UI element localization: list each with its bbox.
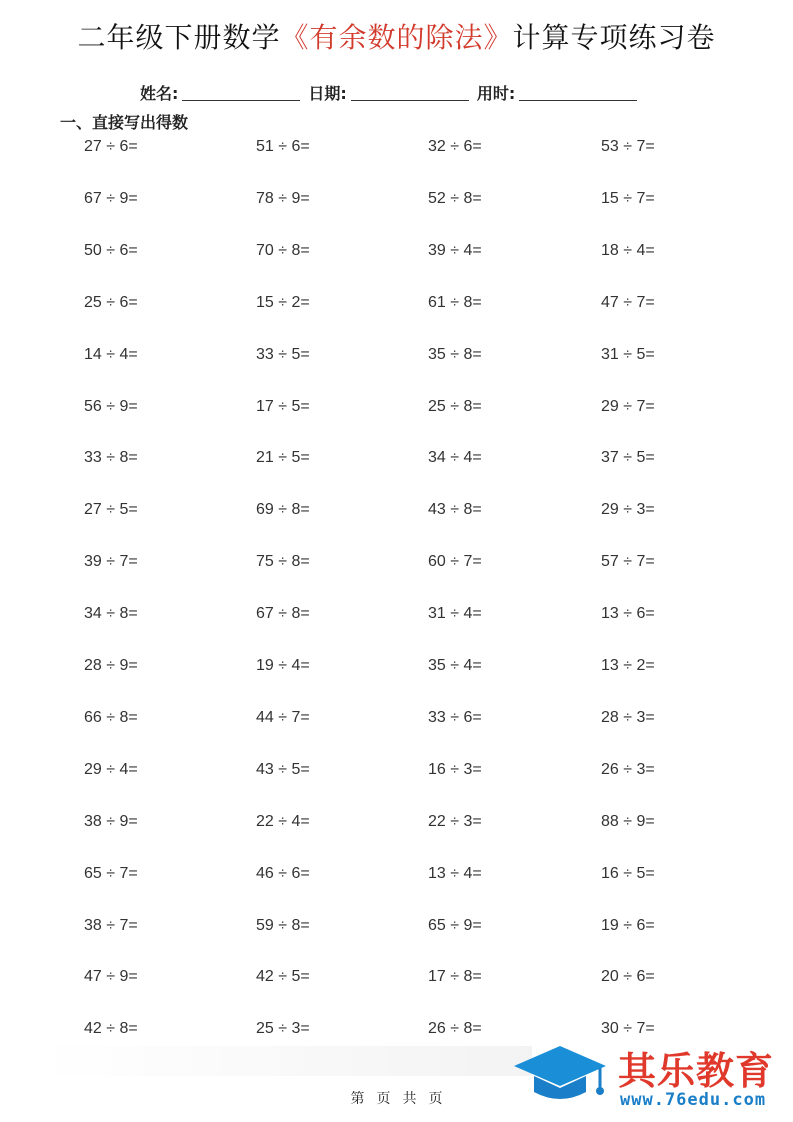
division-problem: 52 ÷ 8= xyxy=(428,189,482,207)
division-problem: 21 ÷ 5= xyxy=(256,449,310,467)
division-problem: 29 ÷ 3= xyxy=(601,501,655,519)
division-problem: 42 ÷ 8= xyxy=(84,1020,138,1038)
division-problem: 75 ÷ 8= xyxy=(256,553,310,571)
division-problem: 20 ÷ 6= xyxy=(601,968,655,986)
division-problem: 31 ÷ 4= xyxy=(428,605,482,623)
division-problem: 59 ÷ 8= xyxy=(256,916,310,934)
brand-logo xyxy=(510,1040,790,1120)
division-problem: 22 ÷ 3= xyxy=(428,812,482,830)
division-problem: 38 ÷ 7= xyxy=(84,916,138,934)
division-problem: 26 ÷ 3= xyxy=(601,760,655,778)
division-problem: 65 ÷ 7= xyxy=(84,864,138,882)
division-problem: 47 ÷ 7= xyxy=(601,293,655,311)
division-problem: 13 ÷ 6= xyxy=(601,605,655,623)
division-problem: 60 ÷ 7= xyxy=(428,553,482,571)
division-problem: 46 ÷ 6= xyxy=(256,864,310,882)
footer-total-suffix: 页 xyxy=(428,1091,443,1107)
division-problem: 13 ÷ 2= xyxy=(601,657,655,674)
footer-page-mid: 页 xyxy=(376,1091,391,1107)
division-problem: 47 ÷ 9= xyxy=(84,968,138,986)
division-problem: 27 ÷ 6= xyxy=(84,138,138,155)
division-problem: 29 ÷ 7= xyxy=(601,397,655,415)
graduation-cap-icon xyxy=(510,1042,610,1112)
division-problem: 30 ÷ 7= xyxy=(601,1020,655,1038)
division-problem: 15 ÷ 2= xyxy=(256,293,310,311)
division-problem: 70 ÷ 8= xyxy=(256,241,310,259)
division-problem: 66 ÷ 8= xyxy=(84,708,138,726)
section-heading: 一、直接写出得数 xyxy=(60,113,189,132)
division-problem: 16 ÷ 3= xyxy=(428,760,482,778)
division-problem: 53 ÷ 7= xyxy=(601,138,655,155)
title-suffix: 计算专项练习卷 xyxy=(512,21,716,54)
brand-url[interactable]: www.76edu.com xyxy=(620,1090,767,1110)
division-problem: 25 ÷ 3= xyxy=(256,1020,310,1038)
division-problem: 16 ÷ 5= xyxy=(601,864,655,882)
division-problem: 88 ÷ 9= xyxy=(601,812,655,830)
division-problem: 35 ÷ 4= xyxy=(428,657,482,674)
date-label: 日期: xyxy=(308,84,347,103)
division-problem: 67 ÷ 8= xyxy=(256,605,310,623)
division-problem: 38 ÷ 9= xyxy=(84,812,138,830)
division-problem: 33 ÷ 5= xyxy=(256,345,310,363)
worksheet-title xyxy=(0,16,793,56)
division-problem: 19 ÷ 4= xyxy=(256,657,310,674)
division-problem: 43 ÷ 8= xyxy=(428,501,482,519)
division-problem: 42 ÷ 5= xyxy=(256,968,310,986)
division-problem: 33 ÷ 8= xyxy=(84,449,138,467)
time-field xyxy=(477,81,645,104)
division-problem: 22 ÷ 4= xyxy=(256,812,310,830)
division-problem: 78 ÷ 9= xyxy=(256,189,310,207)
division-problem: 17 ÷ 5= xyxy=(256,397,310,415)
title-prefix: 二年级下册数学 xyxy=(77,21,281,54)
division-problem: 26 ÷ 8= xyxy=(428,1020,482,1038)
division-problem: 29 ÷ 4= xyxy=(84,760,138,778)
division-problem: 13 ÷ 4= xyxy=(428,864,482,882)
division-problem: 28 ÷ 3= xyxy=(601,708,655,726)
division-problem: 57 ÷ 7= xyxy=(601,553,655,571)
division-problem: 44 ÷ 7= xyxy=(256,708,310,726)
division-problem: 51 ÷ 6= xyxy=(256,138,310,155)
division-problem: 39 ÷ 7= xyxy=(84,553,138,571)
division-problem: 34 ÷ 8= xyxy=(84,605,138,623)
division-problem: 39 ÷ 4= xyxy=(428,241,482,259)
division-problem: 19 ÷ 6= xyxy=(601,916,655,934)
student-info-line xyxy=(140,80,645,104)
division-problem: 56 ÷ 9= xyxy=(84,397,138,415)
brand-name: 其乐教育 xyxy=(618,1049,775,1093)
division-problem: 32 ÷ 6= xyxy=(428,138,482,155)
division-problem: 14 ÷ 4= xyxy=(84,345,138,363)
date-blank[interactable] xyxy=(351,100,469,101)
division-problem: 33 ÷ 6= xyxy=(428,708,482,726)
division-problem: 43 ÷ 5= xyxy=(256,760,310,778)
division-problem: 25 ÷ 6= xyxy=(84,293,138,311)
division-problem: 27 ÷ 5= xyxy=(84,501,138,519)
time-blank[interactable] xyxy=(519,100,637,101)
division-problem: 17 ÷ 8= xyxy=(428,968,482,986)
footer-page-prefix: 第 xyxy=(350,1091,365,1107)
time-label: 用时: xyxy=(476,84,516,103)
division-problem: 67 ÷ 9= xyxy=(84,189,138,207)
division-problem: 28 ÷ 9= xyxy=(84,657,138,674)
division-problem: 69 ÷ 8= xyxy=(256,501,310,519)
title-highlight: 《有余数的除法》 xyxy=(280,21,513,54)
division-problem: 18 ÷ 4= xyxy=(601,241,655,259)
division-problem: 31 ÷ 5= xyxy=(601,345,655,363)
division-problem: 37 ÷ 5= xyxy=(601,449,655,467)
division-problem: 34 ÷ 4= xyxy=(428,449,482,467)
division-problem: 15 ÷ 7= xyxy=(601,189,655,207)
division-problem: 35 ÷ 8= xyxy=(428,345,482,363)
name-field xyxy=(140,81,308,104)
date-field xyxy=(308,81,476,104)
watermark-band xyxy=(42,1046,532,1076)
name-blank[interactable] xyxy=(182,100,300,101)
name-label: 姓名: xyxy=(140,84,179,103)
division-problem: 25 ÷ 8= xyxy=(428,397,482,415)
footer-total-prefix: 共 xyxy=(402,1091,417,1107)
division-problem: 65 ÷ 9= xyxy=(428,916,482,934)
division-problem: 61 ÷ 8= xyxy=(428,293,482,311)
division-problem: 50 ÷ 6= xyxy=(84,241,138,259)
